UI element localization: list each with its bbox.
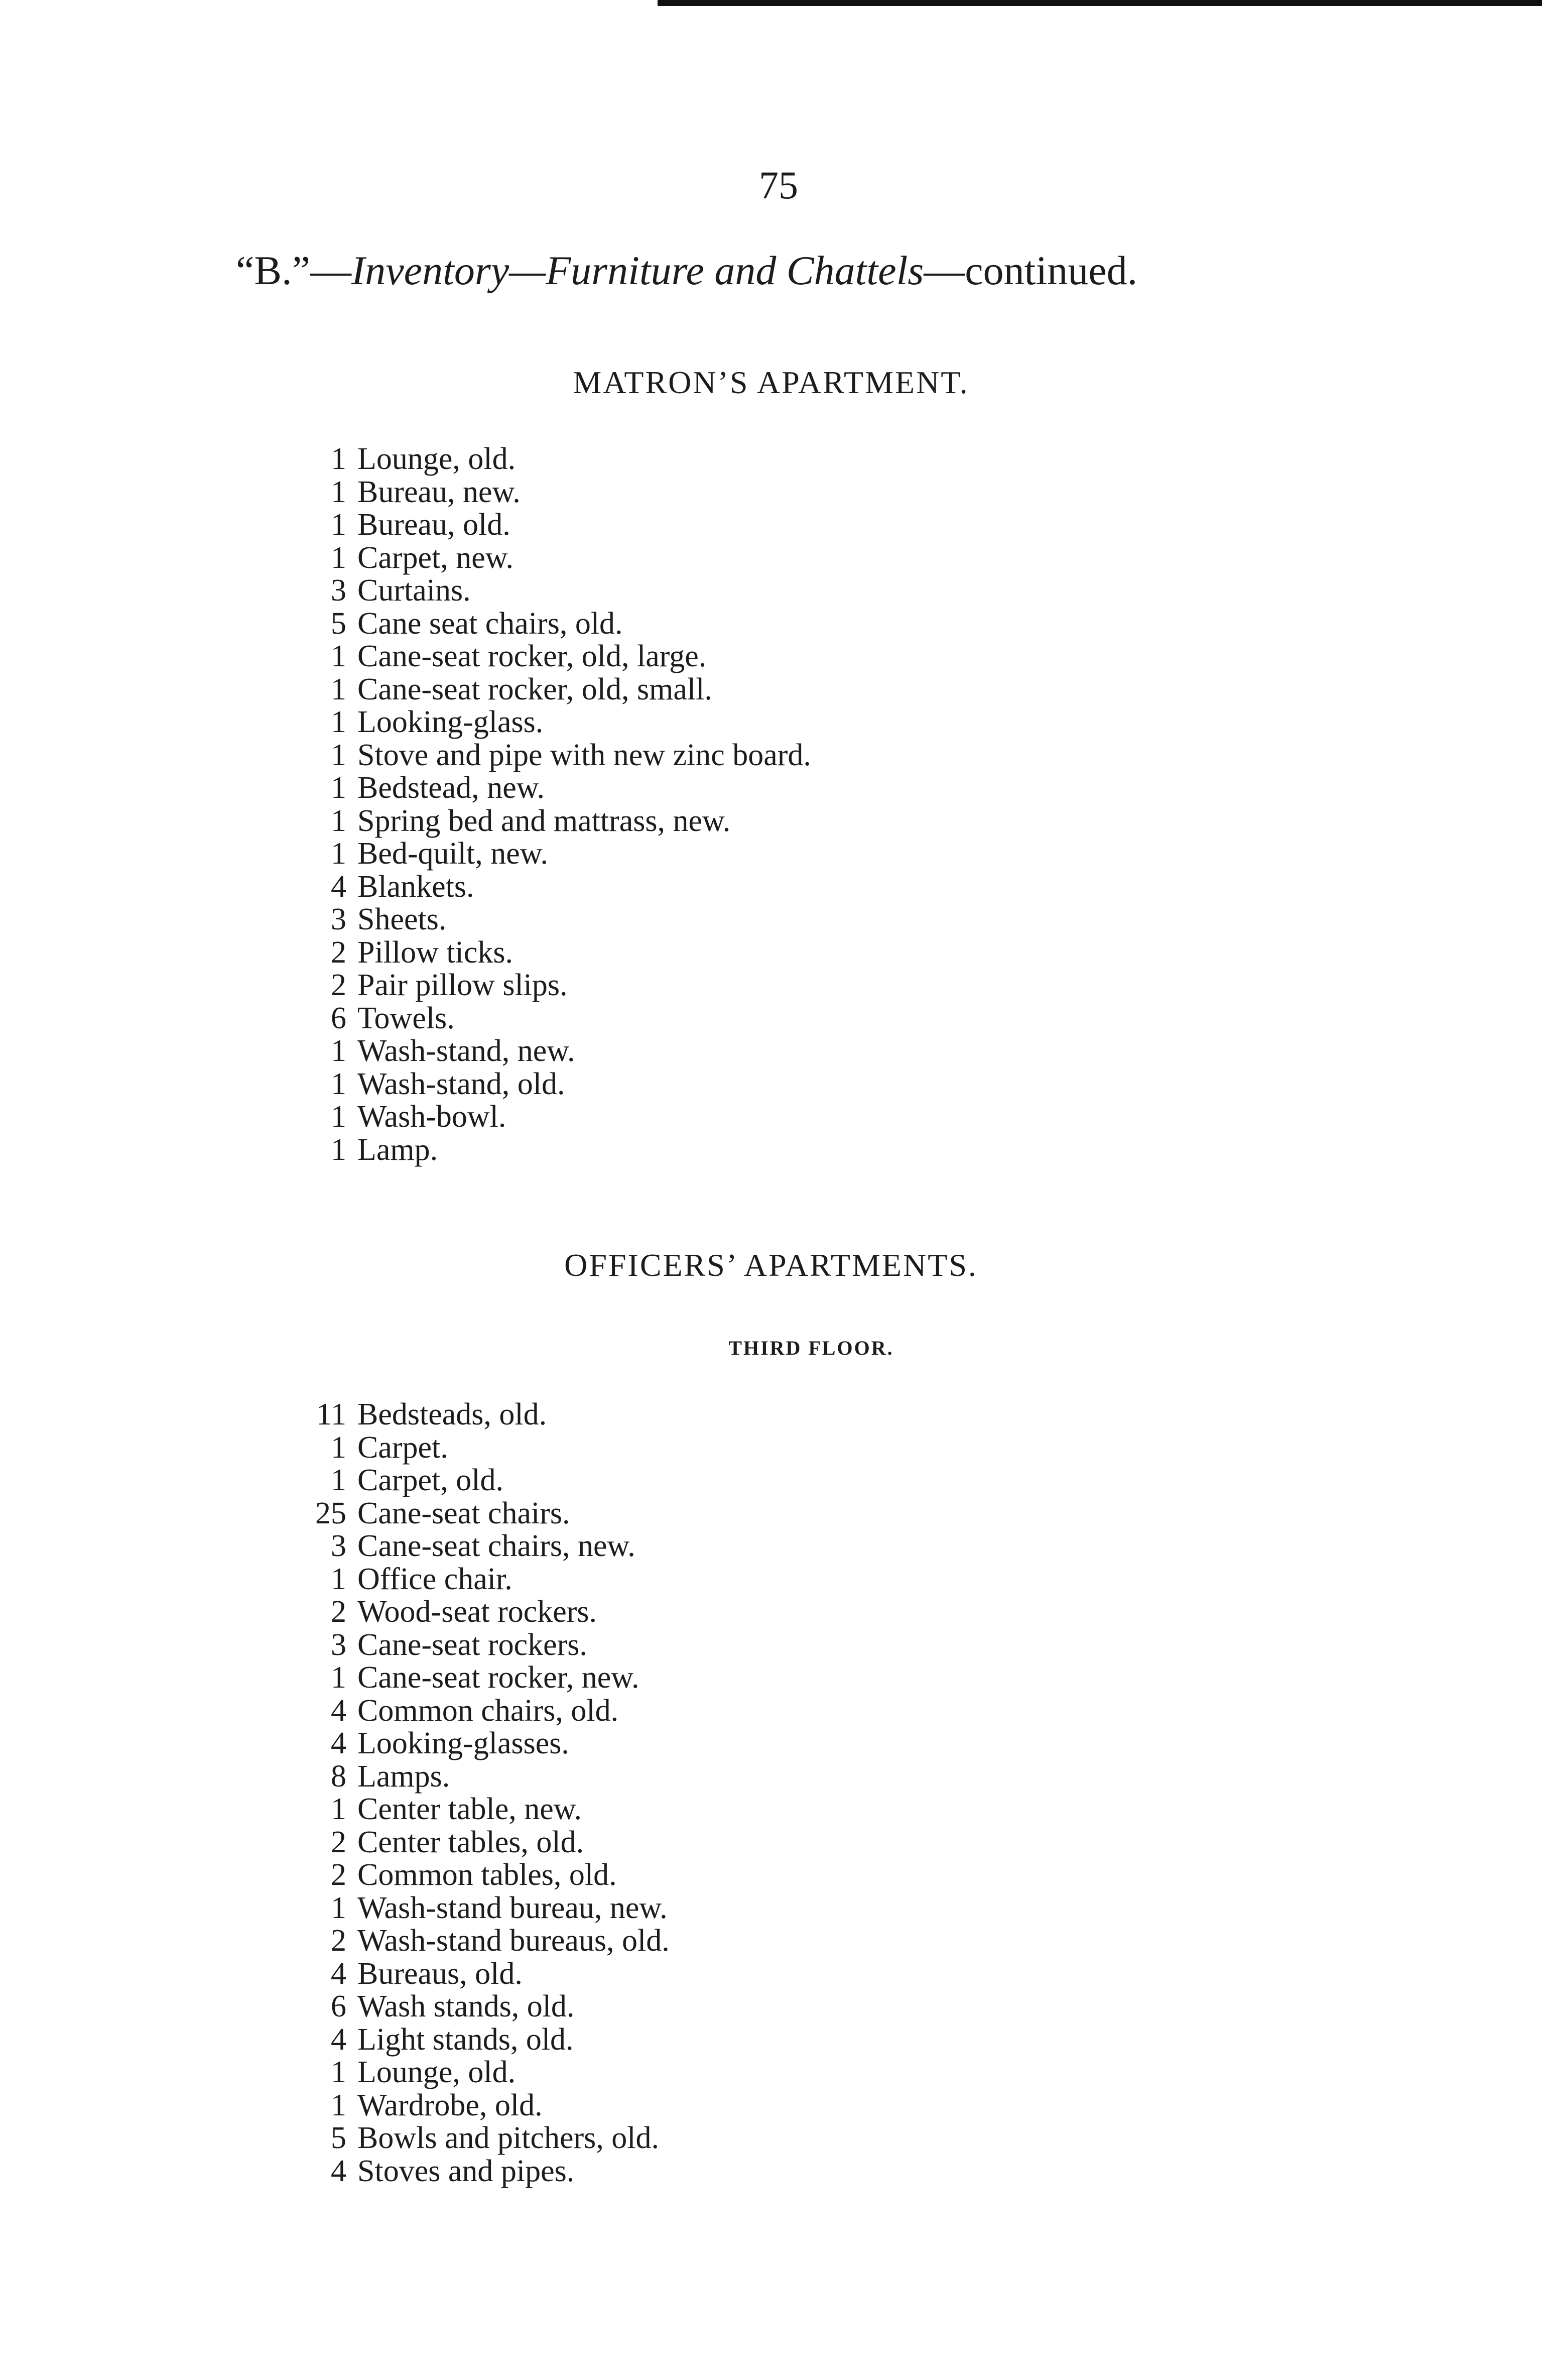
item-description: Cane-seat rocker, old, large. xyxy=(357,639,707,673)
item-quantity: 1 xyxy=(331,1890,346,1925)
top-rule xyxy=(658,0,1542,6)
item-quantity: 2 xyxy=(331,1595,346,1629)
item-description: Cane seat chairs, old. xyxy=(357,606,623,641)
item-description: Lamp. xyxy=(357,1132,438,1167)
item-quantity: 1 xyxy=(331,1660,346,1695)
item-quantity: 8 xyxy=(331,1759,346,1794)
item-description: Center tables, old. xyxy=(357,1825,584,1859)
item-description: Looking-glass. xyxy=(357,705,544,739)
item-description: Bowls and pitchers, old. xyxy=(357,2121,659,2155)
section-heading-matron: MATRON’S APARTMENT. xyxy=(573,365,969,400)
item-quantity: 2 xyxy=(331,1825,346,1859)
list-item xyxy=(291,2155,670,2188)
item-quantity: 1 xyxy=(331,803,346,838)
item-quantity: 3 xyxy=(331,1627,346,1662)
list-item xyxy=(291,673,811,706)
running-head-title: Inventory—Furniture and Chattels xyxy=(351,248,924,293)
item-description: Bed-quilt, new. xyxy=(357,837,548,871)
item-description: Wash stands, old. xyxy=(357,1989,575,2024)
item-description: Office chair. xyxy=(357,1562,512,1596)
list-item xyxy=(291,1695,670,1728)
list-item xyxy=(291,1497,670,1530)
list-item xyxy=(291,706,811,739)
list-item xyxy=(291,969,811,1002)
list-item xyxy=(291,1563,670,1596)
inventory-list-matron xyxy=(291,443,811,1166)
list-item xyxy=(291,936,811,970)
item-description: Carpet, new. xyxy=(357,540,514,575)
list-item xyxy=(291,1035,811,1068)
list-item xyxy=(291,2024,670,2057)
item-description: Bureau, new. xyxy=(357,474,521,509)
item-quantity: 5 xyxy=(331,606,346,641)
item-quantity: 1 xyxy=(331,639,346,673)
item-quantity: 2 xyxy=(331,935,346,970)
item-quantity: 1 xyxy=(331,1100,346,1134)
item-description: Pair pillow slips. xyxy=(357,968,568,1002)
item-quantity: 1 xyxy=(331,1792,346,1826)
list-item xyxy=(291,903,811,936)
item-description: Bureau, old. xyxy=(357,508,510,542)
list-item xyxy=(291,1068,811,1101)
item-description: Lamps. xyxy=(357,1759,450,1794)
list-item xyxy=(291,509,811,542)
list-item xyxy=(291,2056,670,2089)
list-item xyxy=(291,739,811,772)
item-quantity: 1 xyxy=(331,1132,346,1167)
list-item xyxy=(291,443,811,476)
list-item xyxy=(291,1661,670,1695)
item-description: Spring bed and mattrass, new. xyxy=(357,803,731,838)
item-quantity: 3 xyxy=(331,1529,346,1563)
item-quantity: 1 xyxy=(331,1034,346,1068)
item-description: Wardrobe, old. xyxy=(357,2088,543,2122)
item-description: Wash-stand, new. xyxy=(357,1034,575,1068)
item-quantity: 4 xyxy=(331,869,346,904)
item-quantity: 1 xyxy=(331,442,346,476)
item-description: Cane-seat rocker, new. xyxy=(357,1660,639,1695)
item-description: Bedsteads, old. xyxy=(357,1397,547,1432)
page-number: 75 xyxy=(759,163,798,207)
item-description: Stove and pipe with new zinc board. xyxy=(357,738,811,772)
item-description: Common chairs, old. xyxy=(357,1693,619,1728)
item-quantity: 4 xyxy=(331,1956,346,1991)
list-item xyxy=(291,805,811,838)
list-item xyxy=(291,1530,670,1563)
section-heading-officers: OFFICERS’ APARTMENTS. xyxy=(564,1247,978,1283)
list-item xyxy=(291,1990,670,2024)
item-description: Cane-seat rocker, old, small. xyxy=(357,672,712,706)
item-quantity: 1 xyxy=(331,2055,346,2089)
item-quantity: 25 xyxy=(315,1496,346,1530)
item-quantity: 1 xyxy=(331,705,346,739)
item-description: Lounge, old. xyxy=(357,2055,516,2089)
list-item xyxy=(291,772,811,805)
item-description: Carpet. xyxy=(357,1430,448,1465)
item-quantity: 1 xyxy=(331,672,346,706)
list-item xyxy=(291,1398,670,1432)
item-quantity: 2 xyxy=(331,1858,346,1892)
list-item xyxy=(291,1596,670,1629)
item-quantity: 1 xyxy=(331,1562,346,1596)
item-quantity: 1 xyxy=(331,1066,346,1101)
item-description: Center table, new. xyxy=(357,1792,582,1826)
item-description: Bureaus, old. xyxy=(357,1956,523,1991)
item-quantity: 4 xyxy=(331,1726,346,1760)
item-quantity: 1 xyxy=(331,1430,346,1465)
item-quantity: 1 xyxy=(331,540,346,575)
inventory-list-officers xyxy=(291,1398,670,2188)
list-item xyxy=(291,2089,670,2122)
item-description: Pillow ticks. xyxy=(357,935,513,970)
item-quantity: 3 xyxy=(331,902,346,936)
item-quantity: 1 xyxy=(331,2088,346,2122)
item-description: Wood-seat rockers. xyxy=(357,1595,597,1629)
item-quantity: 2 xyxy=(331,1924,346,1958)
item-description: Sheets. xyxy=(357,902,447,936)
item-quantity: 6 xyxy=(331,1001,346,1035)
list-item xyxy=(291,640,811,673)
list-item xyxy=(291,1892,670,1925)
item-quantity: 3 xyxy=(331,573,346,608)
item-quantity: 1 xyxy=(331,738,346,772)
list-item xyxy=(291,1925,670,1958)
item-description: Bedstead, new. xyxy=(357,771,545,805)
item-description: Cane-seat chairs. xyxy=(357,1496,570,1530)
list-item xyxy=(291,1793,670,1826)
item-description: Light stands, old. xyxy=(357,2022,574,2057)
running-head-suffix: —continued. xyxy=(924,248,1138,293)
item-description: Towels. xyxy=(357,1001,455,1035)
subheading-third-floor: THIRD FLOOR. xyxy=(728,1337,894,1359)
item-description: Cane-seat chairs, new. xyxy=(357,1529,635,1563)
running-head xyxy=(236,246,1137,295)
item-quantity: 4 xyxy=(331,2022,346,2057)
item-quantity: 1 xyxy=(331,771,346,805)
list-item xyxy=(291,871,811,904)
item-quantity: 1 xyxy=(331,1463,346,1497)
item-quantity: 4 xyxy=(331,1693,346,1728)
list-item xyxy=(291,1134,811,1167)
item-quantity: 1 xyxy=(331,474,346,509)
item-description: Cane-seat rockers. xyxy=(357,1627,587,1662)
running-head-prefix: “B.”— xyxy=(236,248,351,293)
list-item xyxy=(291,1464,670,1497)
item-quantity: 1 xyxy=(331,508,346,542)
list-item xyxy=(291,1101,811,1134)
item-description: Carpet, old. xyxy=(357,1463,503,1497)
list-item xyxy=(291,1958,670,1991)
item-quantity: 6 xyxy=(331,1989,346,2024)
list-item xyxy=(291,1760,670,1794)
item-quantity: 5 xyxy=(331,2121,346,2155)
item-description: Stoves and pipes. xyxy=(357,2154,575,2188)
item-description: Wash-stand bureaus, old. xyxy=(357,1924,670,1958)
list-item xyxy=(291,1727,670,1760)
item-quantity: 4 xyxy=(331,2154,346,2188)
list-item xyxy=(291,542,811,575)
list-item xyxy=(291,574,811,608)
list-item xyxy=(291,476,811,509)
list-item xyxy=(291,608,811,641)
list-item xyxy=(291,1629,670,1662)
item-description: Wash-stand bureau, new. xyxy=(357,1890,668,1925)
item-quantity: 2 xyxy=(331,968,346,1002)
item-description: Lounge, old. xyxy=(357,442,516,476)
item-description: Wash-bowl. xyxy=(357,1100,506,1134)
list-item xyxy=(291,838,811,871)
item-quantity: 1 xyxy=(331,837,346,871)
list-item xyxy=(291,2122,670,2155)
list-item xyxy=(291,1826,670,1859)
list-item xyxy=(291,1432,670,1465)
item-description: Curtains. xyxy=(357,573,471,608)
item-description: Wash-stand, old. xyxy=(357,1066,565,1101)
item-description: Looking-glasses. xyxy=(357,1726,569,1760)
list-item xyxy=(291,1859,670,1892)
list-item xyxy=(291,1002,811,1035)
item-quantity: 11 xyxy=(316,1397,346,1432)
item-description: Blankets. xyxy=(357,869,474,904)
item-description: Common tables, old. xyxy=(357,1858,617,1892)
